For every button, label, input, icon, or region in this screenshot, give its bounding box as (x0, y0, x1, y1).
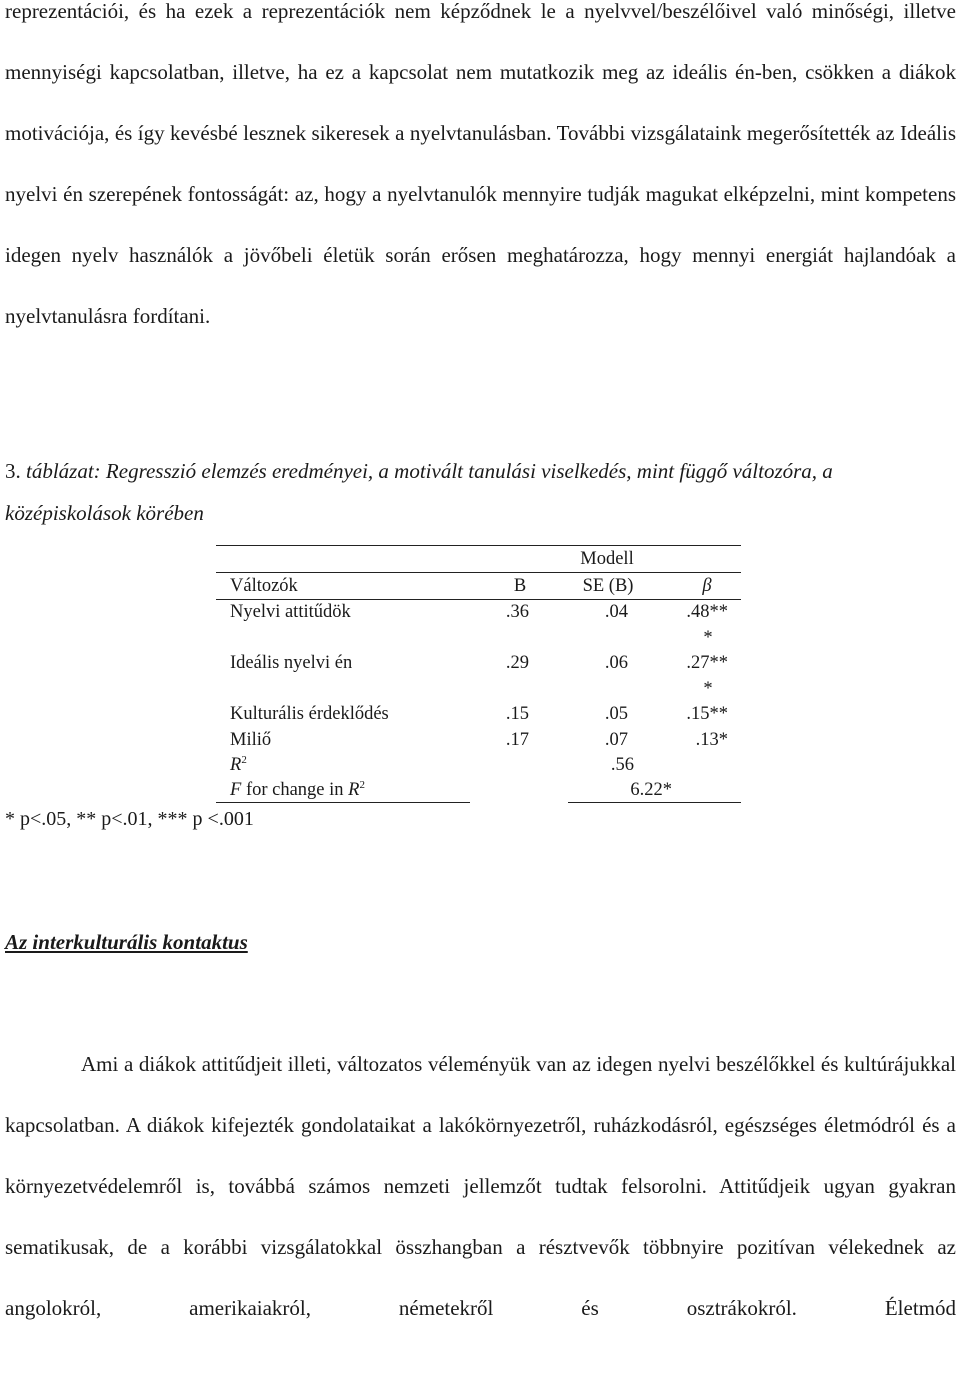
row-beta-wrap: * (703, 628, 713, 648)
row-beta-value: .15** (686, 704, 728, 724)
r-squared-letter: R (230, 755, 242, 775)
row-beta-value: .48** (686, 602, 728, 622)
f-letter: F (230, 780, 242, 800)
body-paragraph-bottom-text: Ami a diákok attitűdjeit illeti, változatos véleményük van az idegen nyelvi beszélőkkel és kultúrájukkal kapcsolatban. A diákok kifejezték gondolataikat a lakókörnyezetről, ruházkodásról, egészséges életmódról és a környezetvédelemről is, továbbá számos nemzeti jellemzőt tudtak felsorolni. Attitűdjeik ugyan gyakran sematikusak, de a korábbi vizsgálatokkal összhangban a résztvevők többnyire pozitívan vélekednek az angolokról, amerikaiakról, németekről és osztrákokról. Életmód (5, 1052, 956, 1320)
row-beta-value: .13* (695, 730, 728, 750)
row-label-kulturalis-erdeklodes: Kulturális érdeklődés (230, 704, 389, 724)
row-se-value: .07 (604, 730, 628, 750)
f-change-text: for change in (241, 780, 349, 800)
row-se-value: .04 (604, 602, 628, 622)
row-b-value: .36 (505, 602, 529, 622)
r-squared-label (230, 753, 247, 777)
table-footnote: * p<.05, ** p<.01, *** p <.001 (5, 808, 254, 830)
row-beta-wrap: * (703, 679, 713, 699)
model-group-header: Modell (580, 549, 634, 569)
body-paragraph-bottom (5, 1034, 956, 1339)
header-beta: β (702, 576, 712, 596)
table-bottom-rule-right (568, 802, 741, 803)
section-heading: Az interkulturális kontaktus (5, 930, 248, 954)
body-paragraph-top: reprezentációi, és ha ezek a reprezentációk nem képződnek le a nyelvvel/beszélőivel való minőségi, illetve mennyiségi kapcsolatban, illetve, ha ez a kapcsolat nem mutatkozik meg az ideális én-ben, csökken a diákok motivációja, és így kevésbé lesznek sikeresek a nyelvtanulásban. További vizsgálataink megerősítették az Ideális nyelvi én szerepének fontosságát: az, hogy a nyelvtanulók mennyire tudják magukat elképzelni, mint kompetens idegen nyelv használók a jövőbeli életük során erősen meghatározza, hogy mennyi energiát hajlandóak a nyelvtanulásra fordítani. (5, 0, 956, 328)
row-se-value: .05 (604, 704, 628, 724)
header-se: SE (B) (582, 576, 634, 596)
row-b-value: .29 (505, 653, 529, 673)
row-b-value: .17 (505, 730, 529, 750)
header-b: B (513, 576, 527, 596)
row-beta-value: .27** (686, 653, 728, 673)
row-se-value: .06 (604, 653, 628, 673)
f-change-label (230, 778, 365, 802)
table-caption-text: táblázat: Regresszió elemzés eredményei, a motivált tanulási viselkedés, mint függő változóra, a középiskolások körében (5, 459, 833, 525)
table-caption (5, 450, 956, 534)
table-top-rule (216, 545, 741, 546)
row-label-milio: Miliő (230, 730, 272, 750)
row-label-idealis-nyelvi-en: Ideális nyelvi én (230, 653, 353, 673)
row-label-nyelvi-attitudok: Nyelvi attitűdök (230, 602, 351, 622)
f-change-r-letter: R (348, 780, 360, 800)
f-change-value: 6.22* (630, 780, 672, 800)
table-bottom-rule-left (216, 802, 470, 803)
r-squared-sup: 2 (241, 753, 247, 766)
r-squared-value: .56 (610, 755, 634, 775)
row-b-value: .15 (505, 704, 529, 724)
model-group-rule (216, 572, 741, 573)
table-caption-number: 3. (5, 459, 21, 483)
header-variables: Változók (230, 576, 298, 596)
f-change-sup: 2 (359, 778, 365, 791)
